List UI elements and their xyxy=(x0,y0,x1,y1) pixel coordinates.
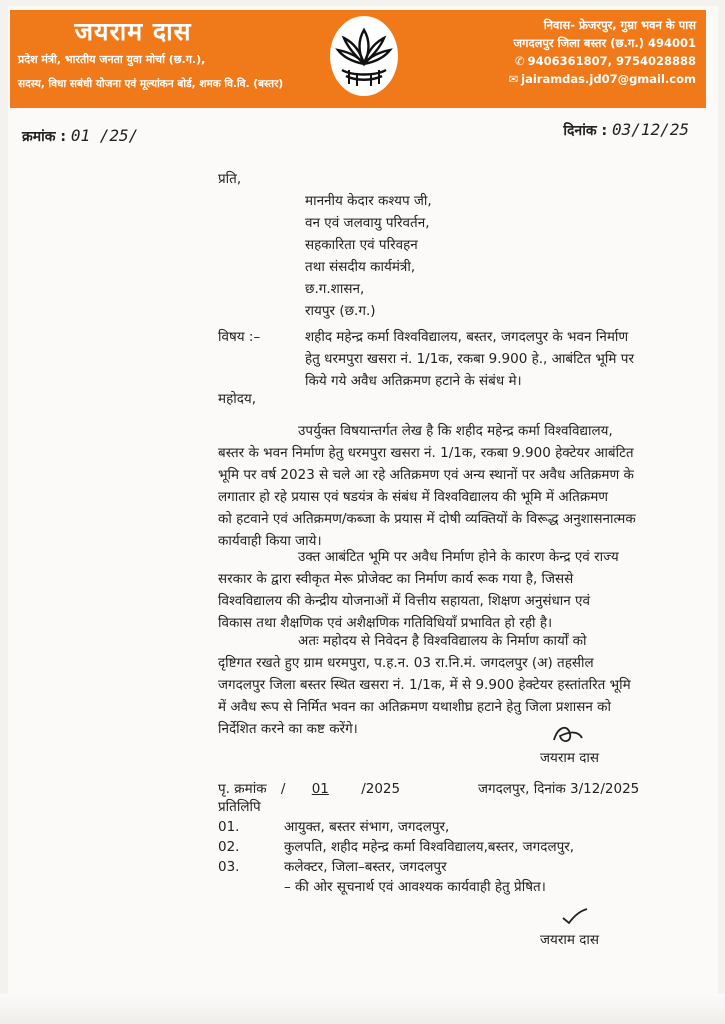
sender-role-1: प्रदेश मंत्री, भारतीय जनता युवा मोर्चा (छ.ग.), xyxy=(18,53,206,66)
paragraph-line: भूमि पर वर्ष 2023 से चले आ रहे अतिक्रमण एवं अन्य स्थानों पर अवैध अतिक्रमण के xyxy=(218,467,634,483)
city-address: जगदलपुर जिला बस्तर (छ.ग.) 494001 xyxy=(513,36,696,50)
signature-name-1: जयराम दास xyxy=(540,750,600,766)
paragraph-line: उक्त आबंटित भूमि पर अवैध निर्माण होने के कारण केन्द्र एवं राज्य xyxy=(298,549,619,565)
cc-number: 01. xyxy=(218,819,240,835)
phone-icon: ✆ xyxy=(514,54,525,68)
paragraph-2 xyxy=(218,546,668,634)
paragraph-line: को हटवाने एवं अतिक्रमण/कब्जा के प्रयास में दोषी व्यक्तियों के विरूद्ध अनुशासनात्मक xyxy=(218,511,636,527)
email-address: jairamdas.jd07@gmail.com xyxy=(521,72,696,86)
signature-tick xyxy=(560,906,590,930)
prati-label: प्रति, xyxy=(218,171,242,187)
date-value: 03/12/25 xyxy=(611,120,689,139)
paragraph-3 xyxy=(218,630,668,740)
paragraph-line: निर्देशित करने का कष्ट करेंगे। xyxy=(218,721,358,737)
paragraph-line: विकास तथा शैक्षणिक एवं अशैक्षणिक गतिविधियॉं प्रभावित हो रही है। xyxy=(218,615,553,631)
addressee-line: सहकारिता एवं परिवहन xyxy=(305,237,418,253)
slash: / xyxy=(280,781,286,797)
pratilipi-label: प्रतिलिपि xyxy=(218,799,261,815)
addressee-line: छ.ग.शासन, xyxy=(305,281,365,297)
paragraph-1 xyxy=(218,420,668,552)
cc-text: कलेक्टर, जिला–बस्तर, जगदलपुर xyxy=(284,859,447,875)
letterhead-right xyxy=(376,16,696,88)
date-label: दिनांक : xyxy=(563,123,608,139)
paragraph-line: लगातार हो रहे प्रयास एवं षडयंत्र के संबंध में विश्वविद्यालय की भूमि में अतिक्रमण xyxy=(218,489,609,505)
phone-numbers: 9406361807, 9754028888 xyxy=(527,54,696,68)
paragraph-line: में अवैध रूप से निर्मित भवन का अतिक्रमण यथाशीघ्र हटाने हेतु जिला प्रशासन को xyxy=(218,699,612,715)
cc-number: 03. xyxy=(218,859,240,875)
phone-line xyxy=(376,52,696,70)
endorsement-number: 01 xyxy=(311,781,329,797)
sender-name: जयराम दास xyxy=(74,17,192,46)
paragraph-line: विश्वविद्यालय की केन्द्रीय योजनाओं में वित्तीय सहायता, शिक्षण अनुसंधान एवं xyxy=(218,593,591,609)
paragraph-line: उपर्युक्त विषयान्तर्गत लेख है कि शहीद महेन्द्र कर्मा विश्वविद्यालय, xyxy=(298,423,613,439)
residence-address: निवास- फ्रेजरपुर, गुम्रा भवन के पास xyxy=(543,18,696,32)
paragraph-line: अतः महोदय से निवेदन है विश्वविद्यालय के निर्माण कार्यों को xyxy=(298,633,587,649)
reference-label: क्रमांक : xyxy=(22,129,66,145)
page-bottom-shade xyxy=(0,994,725,1024)
email-icon: ✉ xyxy=(508,72,519,86)
reference-date xyxy=(563,120,689,140)
addressee-line: तथा संसदीय कार्यमंत्री, xyxy=(305,259,416,275)
addressee-block xyxy=(305,190,432,322)
reference-number xyxy=(22,126,138,146)
place-date-label: जगदलपुर, दिनांक xyxy=(478,781,566,797)
paragraph-line: बस्तर के भवन निर्माण हेतु धरमपुरा खसरा नं. 1/1क, रकबा 9.900 हेक्टेयर आबंटित xyxy=(218,445,634,461)
endorsement-year: /2025 xyxy=(361,781,401,797)
paragraph-line: दृष्टिगत रखते हुए ग्राम धरमपुरा, प.ह.न. 03 रा.नि.मं. जगदलपुर (अ) तहसील xyxy=(218,655,594,671)
email-line xyxy=(376,70,696,88)
endorsement-kramank-label: पृ. क्रमांक xyxy=(218,781,267,797)
cc-note: – की ओर सूचनार्थ एवं आवश्यक कार्यवाही हेतु प्रेषित। xyxy=(284,879,546,895)
cc-number: 02. xyxy=(218,839,240,855)
reference-value: 01 /25/ xyxy=(70,126,139,145)
cc-text: कुलपति, शहीद महेन्द्र कर्मा विश्वविद्यालय,बस्तर, जगदलपुर, xyxy=(284,839,575,855)
subject-text xyxy=(305,326,675,392)
salutation: महोदय, xyxy=(218,391,257,407)
letterhead xyxy=(10,10,706,108)
signature-name-2: जयराम दास xyxy=(540,932,600,948)
addressee-line: माननीय केदार कश्यप जी, xyxy=(305,193,432,209)
paragraph-line: सरकार के द्वारा स्वीकृत मेरू प्रोजेक्ट का निर्माण कार्य रूक गया है, जिससे xyxy=(218,571,574,587)
endorsement-place-date xyxy=(478,778,639,800)
subject-line: किये गये अवैध अतिक्रमण हटाने के संबंध मे। xyxy=(305,373,522,389)
subject-line: शहीद महेन्द्र कर्मा विश्वविद्यालय, बस्तर, जगदलपुर के भवन निर्माण xyxy=(305,329,629,345)
sender-role-2: सदस्य, विधा सबंधी योजना एवं मूल्यांकन बोर्ड, शमक वि.वि. (बस्तर) xyxy=(18,78,284,90)
letterhead-left xyxy=(18,14,333,91)
subject-label: विषय :– xyxy=(218,329,261,345)
subject-line: हेतु धरमपुरा खसरा नं. 1/1क, रकबा 9.900 हे., आबंटित भूमि पर xyxy=(305,351,634,367)
addressee-line: वन एवं जलवायु परिवर्तन, xyxy=(305,215,430,231)
cc-text: आयुक्त, बस्तर संभाग, जगदलपुर, xyxy=(284,819,450,835)
addressee-line: रायपुर (छ.ग.) xyxy=(305,303,376,319)
place-date-value: 3/12/2025 xyxy=(570,781,640,797)
paragraph-line: कार्यवाही किया जाये। xyxy=(218,533,322,549)
paragraph-line: जगदलपुर जिला बस्तर स्थित खसरा नं. 1/1क, में से 9.900 हेक्टेयर हस्तांतरित भूमि xyxy=(218,677,631,693)
